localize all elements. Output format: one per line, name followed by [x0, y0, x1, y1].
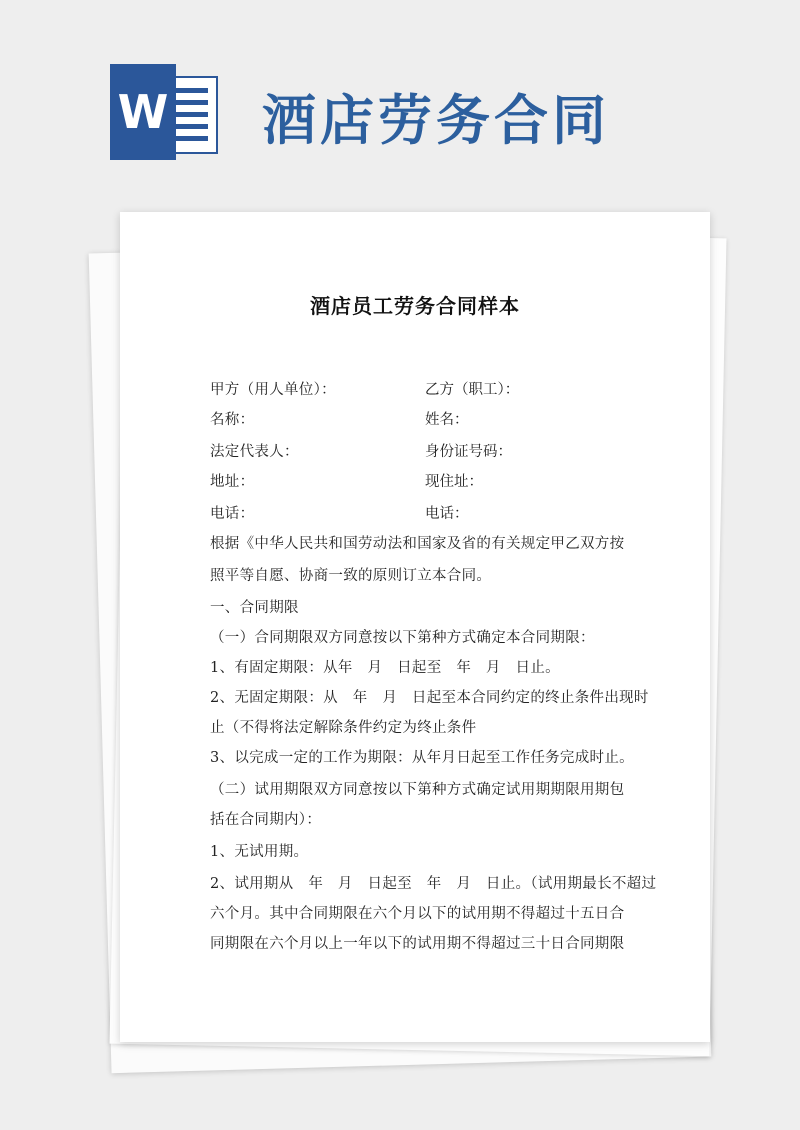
legal-rep-label: 法定代表人： — [210, 444, 299, 460]
section-1-1-b-cont: 止（不得将法定解除条件约定为终止条件 — [210, 720, 477, 736]
section-1-2-b-cont: 六个月。其中合同期限在六个月以下的试用期不得超过十五日合 — [210, 906, 625, 922]
section-1-2: （二）试用期限双方同意按以下第种方式确定试用期期限用期包 — [210, 782, 625, 798]
document-title: 酒店员工劳务合同样本 — [310, 294, 520, 318]
b-name-label: 姓名： — [425, 412, 469, 428]
banner-title: 酒店劳务合同 — [262, 88, 610, 152]
section-1-2-b: 2、试用期从 年 月 日起至 年 月 日止。（试用期最长不超过 — [210, 876, 657, 892]
word-icon — [110, 64, 218, 160]
section-1-1: （一）合同期限双方同意按以下第种方式确定本合同期限： — [210, 630, 595, 646]
section-1-1-b: 2、无固定期限：从 年 月 日起至本合同约定的终止条件出现时 — [210, 690, 649, 706]
phone-label: 电话： — [210, 506, 255, 522]
party-b-header: 乙方（职工）： — [425, 382, 520, 398]
party-a-header: 甲方（用人单位）： — [210, 382, 336, 398]
name-label: 名称： — [210, 412, 255, 428]
word-letter: W — [110, 64, 176, 160]
section-1-heading: 一、合同期限 — [210, 600, 299, 616]
paragraph-1: 根据《中华人民共和国劳动法和国家及省的有关规定甲乙双方按 — [210, 536, 625, 552]
id-number-label: 身份证号码： — [425, 444, 512, 460]
section-1-1-a: 1、有固定期限：从年 月 日起至 年 月 日止。 — [210, 660, 560, 676]
address-label: 地址： — [210, 474, 255, 490]
section-1-2-a: 1、无试用期。 — [210, 844, 309, 860]
paragraph-1-cont: 照平等自愿、协商一致的原则订立本合同。 — [210, 568, 492, 584]
document-page — [120, 212, 710, 1042]
b-phone-label: 电话： — [425, 506, 469, 522]
banner — [0, 0, 800, 200]
section-1-2-b-cont-2: 同期限在六个月以上一年以下的试用期不得超过三十日合同期限 — [210, 936, 625, 952]
b-address-label: 现住址： — [425, 474, 483, 490]
section-1-2-cont: 括在合同期内）： — [210, 812, 322, 828]
section-1-1-c: 3、以完成一定的工作为期限：从年月日起至工作任务完成时止。 — [210, 750, 634, 766]
